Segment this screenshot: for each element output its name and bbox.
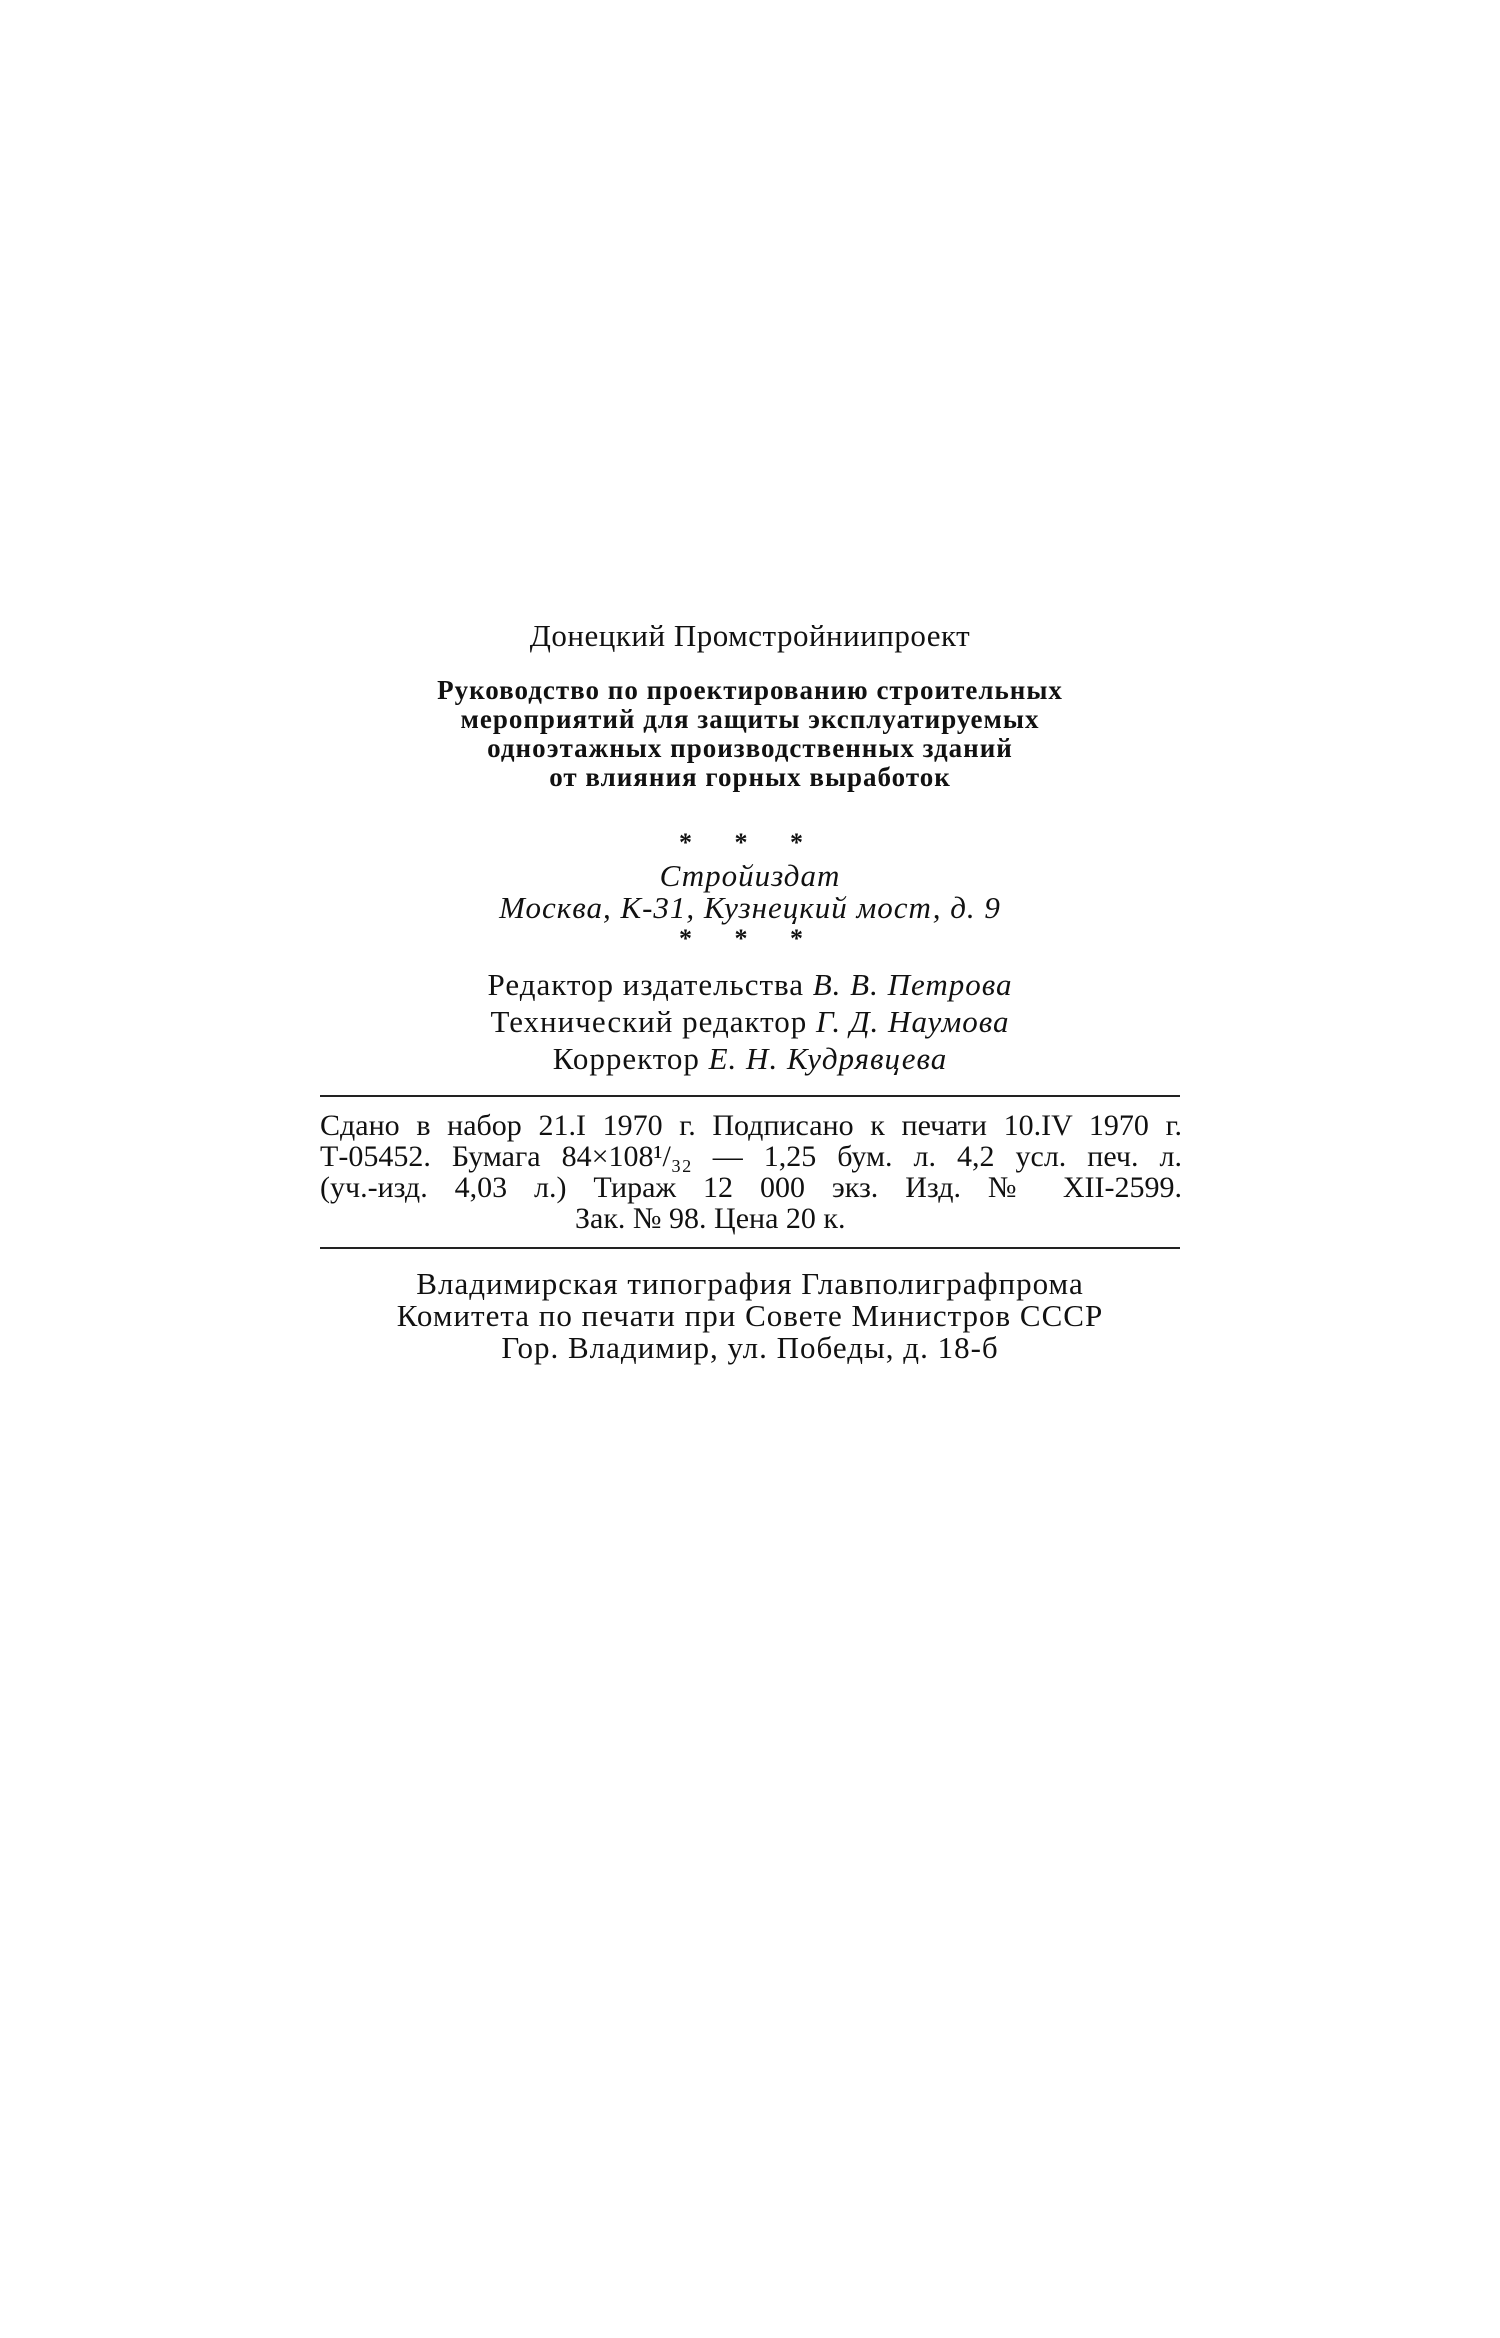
asterism-separator: * * * bbox=[679, 828, 821, 857]
credit-row bbox=[310, 1040, 1190, 1077]
credit-person: Г. Д. Наумова bbox=[816, 1004, 1010, 1039]
asterism-separator: * * * bbox=[679, 924, 821, 953]
printer-line: Комитета по печати при Совете Министров СССР bbox=[396, 1298, 1104, 1333]
book-title-line: Руководство по проектированию строительных bbox=[437, 675, 1063, 705]
credit-row bbox=[310, 966, 1190, 1003]
book-title-line: от влияния горных выработок bbox=[549, 762, 951, 792]
book-title bbox=[310, 676, 1190, 792]
publisher-address: Москва, К-31, Кузнецкий мост, д. 9 bbox=[499, 890, 1001, 925]
printer-line: Гор. Владимир, ул. Победы, д. 18-б bbox=[501, 1330, 999, 1365]
credit-person: В. В. Петрова bbox=[812, 967, 1013, 1002]
imprint-line: Т-05452. Бумага 84×108¹/₃₂ — 1,25 бум. л. 4,2 усл. печ. л. bbox=[320, 1140, 1182, 1173]
book-title-line: мероприятий для защиты эксплуатируемых bbox=[460, 704, 1040, 734]
printing-house bbox=[310, 1268, 1190, 1364]
imprint-line: Сдано в набор 21.I 1970 г. Подписано к печати 10.IV 1970 г. bbox=[320, 1109, 1182, 1142]
credit-role: Редактор издательства bbox=[487, 967, 804, 1002]
imprint-details bbox=[320, 1110, 1182, 1234]
imprint-line: (уч.-изд. 4,03 л.) Тираж 12 000 экз. Изд. № XII-2599. bbox=[320, 1171, 1182, 1204]
credits-list bbox=[310, 966, 1190, 1077]
imprint-line: Зак. № 98. Цена 20 к. bbox=[575, 1202, 846, 1235]
credit-role: Корректор bbox=[552, 1041, 700, 1076]
publisher-name: Стройиздат bbox=[659, 858, 841, 893]
divider-rule bbox=[320, 1095, 1180, 1097]
book-title-line: одноэтажных производственных зданий bbox=[487, 733, 1013, 763]
credit-role: Технический редактор bbox=[490, 1004, 808, 1039]
printer-line: Владимирская типография Главполиграфпрома bbox=[416, 1266, 1084, 1301]
credit-row bbox=[310, 1003, 1190, 1040]
divider-rule bbox=[320, 1247, 1180, 1249]
credit-person: Е. Н. Кудрявцева bbox=[708, 1041, 948, 1076]
organization-name: Донецкий Промстройниипроект bbox=[529, 618, 971, 653]
